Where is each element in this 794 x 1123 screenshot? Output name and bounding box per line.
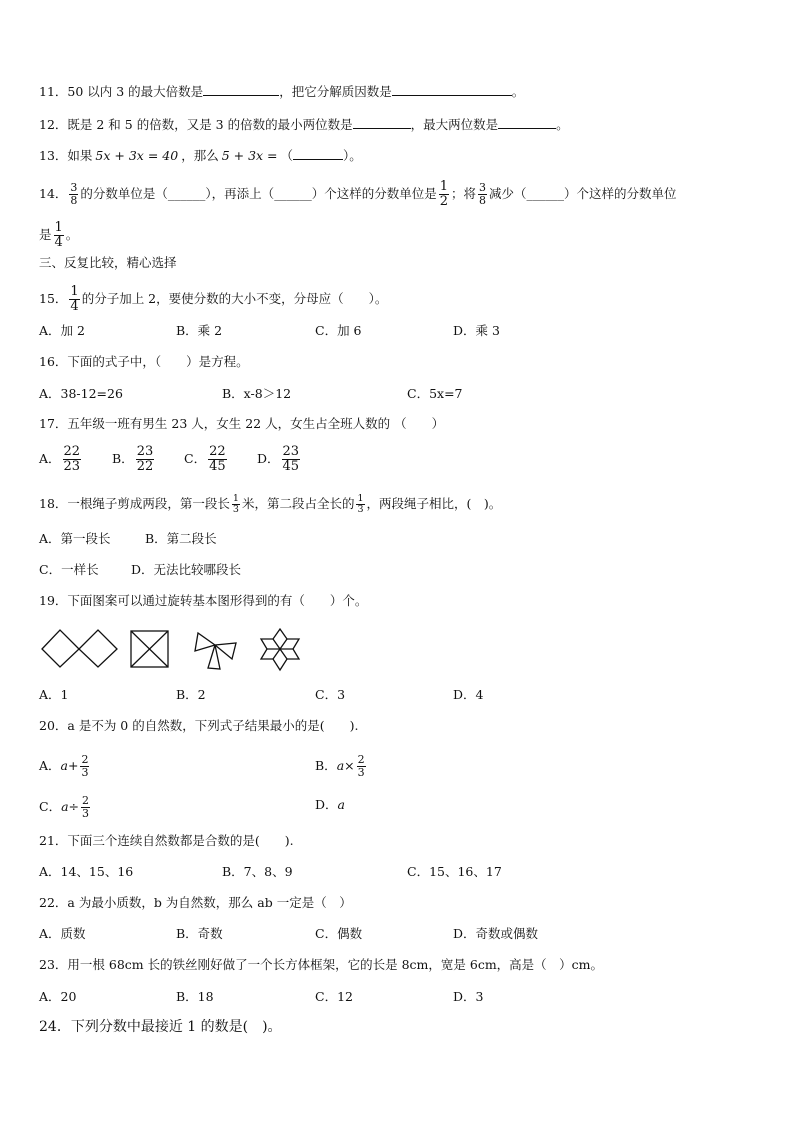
question-text: 。 — [511, 84, 525, 99]
question-number: 13． — [39, 148, 68, 163]
question-number: 16． — [39, 354, 68, 369]
question-text: 下面的式子中，（ ）是方程。 — [67, 354, 249, 369]
expression: 5 + 3x = — [221, 148, 278, 163]
question-number: 23． — [39, 957, 68, 972]
option-d[interactable]: D．奇数或偶数 — [453, 926, 539, 941]
option-d[interactable]: D．无法比较哪段长 — [131, 562, 242, 577]
option-a[interactable]: A．质数 — [39, 926, 86, 941]
question-number: 21． — [39, 833, 68, 848]
question-text: 五年级一班有男生 23 人，女生 22 人，女生占全班人数的 （ ） — [67, 416, 445, 431]
question-text: ），再添上（ — [205, 186, 275, 201]
option-a[interactable]: A．38-12=26 — [39, 386, 123, 401]
fraction: $\frac{3}{8}$ — [70, 181, 78, 207]
question-text: 下面图案可以通过旋转基本图形得到的有（ ）个。 — [67, 593, 368, 608]
question-text: 。 — [556, 117, 569, 132]
option-b[interactable]: B．18 — [176, 989, 214, 1004]
fraction: $\frac{1}{4}$ — [70, 284, 79, 314]
figure-star — [261, 629, 299, 670]
question-17 — [39, 416, 444, 432]
question-text: 。 — [65, 227, 79, 242]
paren: （ — [280, 148, 294, 163]
question-18 — [39, 494, 501, 515]
answer-blank: ______ — [167, 186, 206, 201]
question-text: 减少（ — [489, 186, 527, 201]
question-text: 用一根 68cm 长的铁丝刚好做了一个长方体框架，它的长是 8cm，宽是 6cm，高是（ ）cm。 — [67, 957, 604, 972]
question-text: 一根绳子剪成两段，第一段长 — [67, 496, 230, 511]
option-c[interactable]: C．一样长 — [39, 562, 99, 577]
option-c[interactable]: C．15、16、17 — [407, 864, 502, 879]
fraction: $\frac{1}{3}$ — [357, 493, 364, 515]
question-19 — [39, 593, 367, 609]
option-a[interactable]: A．14、15、16 — [39, 864, 134, 879]
question-text: ，那么 — [181, 148, 219, 163]
question-text: ）个这样的分数单位 — [564, 186, 677, 201]
question-text: ，最大两位数是 — [410, 117, 499, 132]
question-text: 的分子加上 2，要使分数的大小不变，分母应（ ）。 — [81, 291, 388, 306]
option-b[interactable]: B．a× $\frac{2}{3}$ — [315, 753, 365, 779]
option-b[interactable]: B．x-8＞12 — [222, 386, 292, 401]
option-a[interactable]: A．a+ $\frac{2}{3}$ — [39, 753, 89, 779]
question-text: 50 以内 3 的最大倍数是 — [67, 84, 204, 99]
option-c[interactable]: C．a÷ $\frac{2}{3}$ — [39, 794, 90, 820]
question-text: ，两段绳子相比，( )。 — [366, 496, 502, 511]
option-b[interactable]: B．奇数 — [176, 926, 223, 941]
question-number: 19． — [39, 593, 68, 608]
question-11 — [39, 83, 524, 100]
answer-blank — [498, 116, 556, 129]
question-text: 如果 — [67, 148, 93, 163]
question-12 — [39, 116, 569, 133]
equation: 5x + 3x = 40 — [95, 148, 179, 163]
option-a[interactable]: A．第一段长 — [39, 531, 111, 546]
question-text: ，把它分解质因数是 — [279, 84, 392, 99]
option-d[interactable]: D．4 — [453, 687, 484, 702]
answer-blank — [392, 83, 512, 96]
question-number: 15． — [39, 291, 68, 306]
question-23 — [39, 957, 603, 973]
figure-two-squares — [42, 630, 117, 667]
answer-blank — [203, 83, 279, 96]
option-d[interactable]: D．乘 3 — [453, 323, 500, 338]
option-c[interactable]: C．5x=7 — [407, 386, 463, 401]
option-b[interactable]: B．第二段长 — [145, 531, 217, 546]
question-text: ）个这样的分数单位是 — [311, 186, 437, 201]
question-text: 既是 2 和 5 的倍数，又是 3 的倍数的最小两位数是 — [67, 117, 353, 132]
fraction: $\frac{3}{8}$ — [479, 181, 486, 207]
option-c[interactable]: C．加 6 — [315, 323, 362, 338]
option-b[interactable]: B．乘 2 — [176, 323, 223, 338]
question-number: 18． — [39, 496, 68, 511]
question-text: a 为最小质数，b 为自然数，那么 ab 一定是（ ） — [67, 895, 352, 910]
fraction: $\frac{1}{4}$ — [54, 220, 63, 250]
question-16 — [39, 354, 249, 370]
question-number: 14． — [39, 186, 68, 201]
option-c[interactable]: C． $\frac{22}{45}$ — [184, 444, 226, 474]
section-heading: 三、反复比较，精心选择 — [39, 255, 177, 270]
fraction: $\frac{1}{2}$ — [439, 179, 448, 209]
question-text: 米，第二段占全长的 — [241, 496, 355, 511]
question-text: 的分数单位是（ — [80, 186, 168, 201]
question-text: ；将 — [450, 186, 476, 201]
option-d[interactable]: D． $\frac{23}{45}$ — [257, 444, 300, 474]
question-15 — [39, 285, 387, 314]
question-text: a 是不为 0 的自然数，下列式子结果最小的是( ). — [67, 718, 359, 733]
option-a[interactable]: A． $\frac{22}{23}$ — [39, 444, 81, 474]
paren: ）。 — [343, 148, 362, 163]
question-text: 是 — [39, 227, 52, 242]
question-22 — [39, 895, 352, 911]
figure-pinwheel — [195, 633, 236, 669]
option-d[interactable]: D．a — [315, 797, 345, 812]
question-14 — [39, 180, 677, 209]
question-text: 下面三个连续自然数都是合数的是( ). — [67, 833, 294, 848]
figure-square-diagonals — [131, 631, 168, 667]
option-a[interactable]: A．20 — [39, 989, 77, 1004]
question-number: 22． — [39, 895, 68, 910]
question-number: 24． — [39, 1019, 71, 1035]
option-a[interactable]: A．1 — [39, 687, 69, 702]
question-21 — [39, 833, 294, 849]
fraction: $\frac{1}{3}$ — [232, 493, 239, 515]
question-24 — [39, 1019, 282, 1035]
question-text: 下列分数中最接近 1 的数是( )。 — [70, 1019, 282, 1035]
option-b[interactable]: B． $\frac{23}{22}$ — [112, 444, 154, 474]
question-20 — [39, 718, 358, 734]
rotation-figures — [40, 625, 310, 673]
question-number: 11． — [39, 84, 68, 99]
question-13 — [39, 147, 362, 164]
answer-blank — [353, 116, 411, 129]
option-c[interactable]: C．12 — [315, 989, 353, 1004]
option-a[interactable]: A．加 2 — [39, 323, 85, 338]
option-d[interactable]: D．3 — [453, 989, 484, 1004]
answer-blank: ______ — [526, 186, 565, 201]
question-number: 20． — [39, 718, 68, 733]
answer-blank: ______ — [274, 186, 312, 201]
question-14-line2 — [39, 221, 78, 250]
answer-blank — [293, 147, 343, 160]
option-c[interactable]: C．偶数 — [315, 926, 363, 941]
question-number: 12． — [39, 117, 68, 132]
option-b[interactable]: B．2 — [176, 687, 206, 702]
question-number: 17． — [39, 416, 68, 431]
option-c[interactable]: C．3 — [315, 687, 346, 702]
option-b[interactable]: B．7、8、9 — [222, 864, 293, 879]
